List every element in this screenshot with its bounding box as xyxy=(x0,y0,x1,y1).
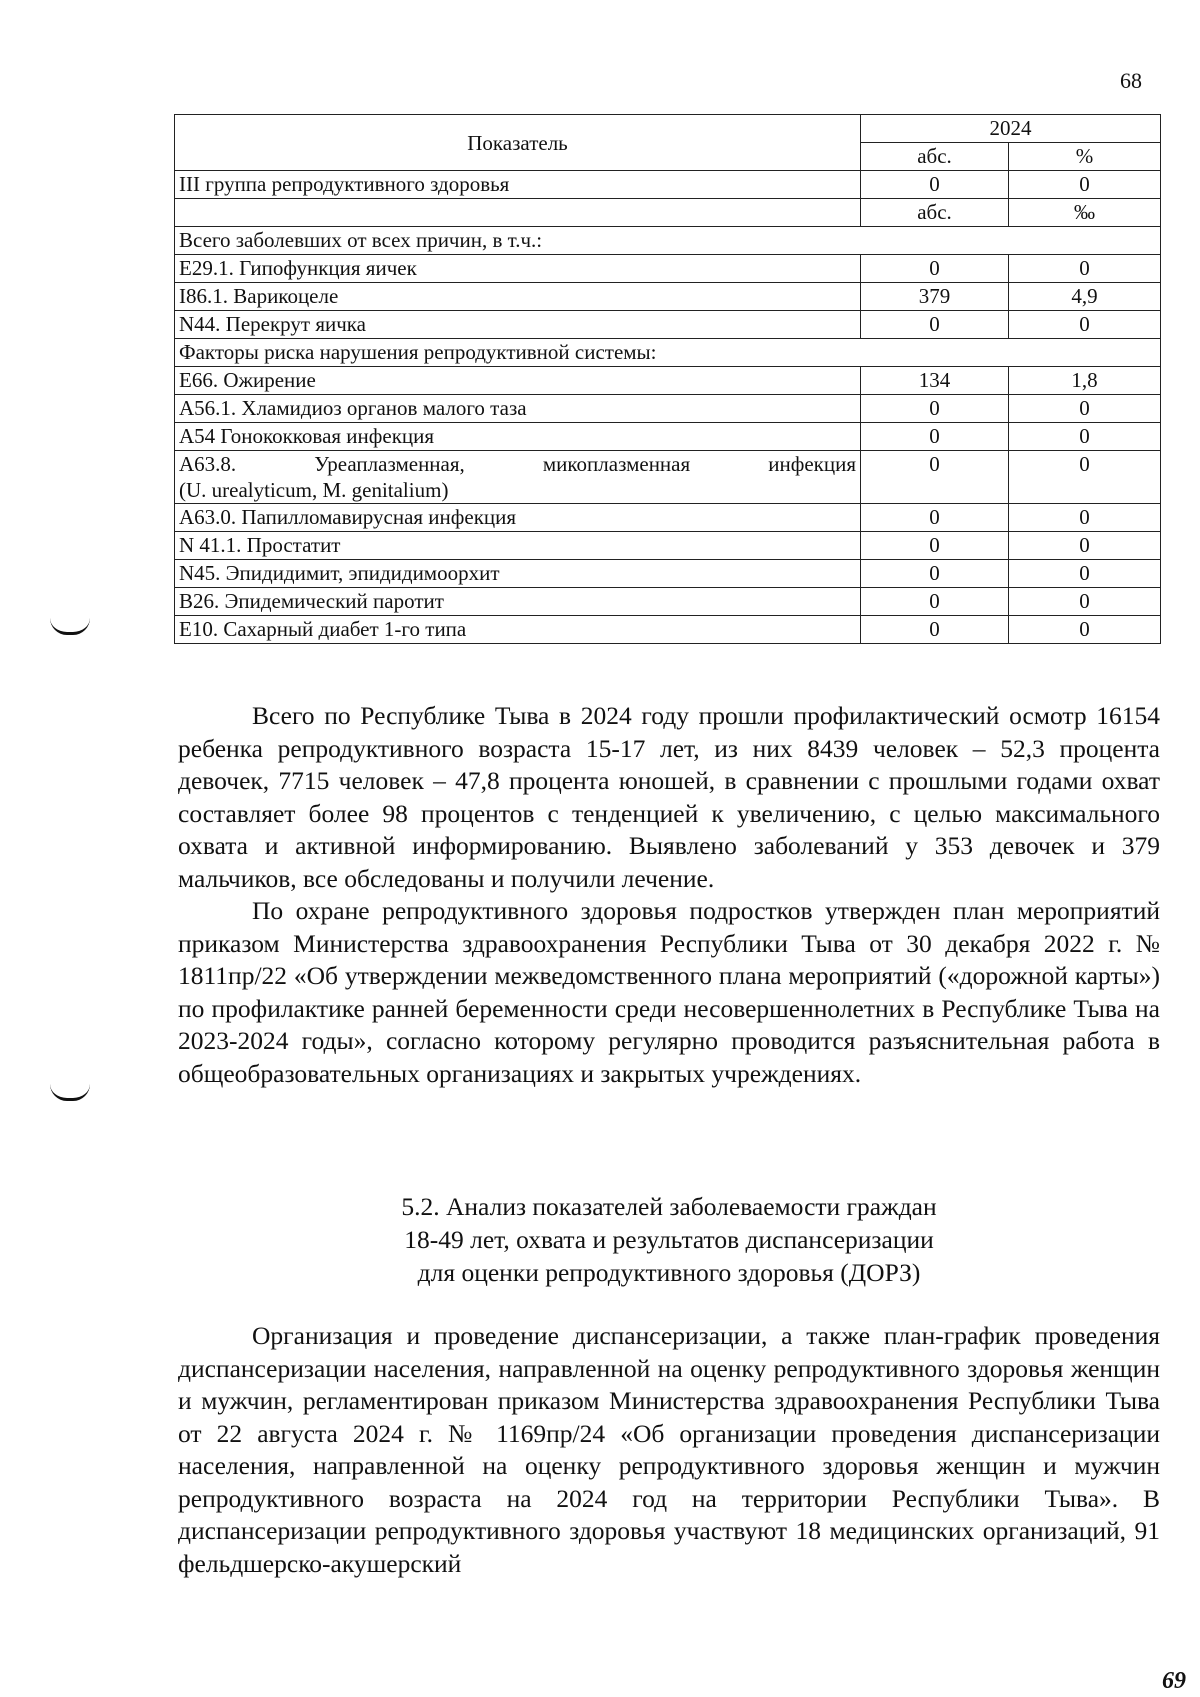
row-value: 0 xyxy=(1009,311,1161,339)
row-label: Е66. Ожирение xyxy=(175,367,861,395)
row-label: III группа репродуктивного здоровья xyxy=(175,171,861,199)
table-subheader-row xyxy=(175,199,1161,227)
row-label-empty xyxy=(175,199,861,227)
row-value: 0 xyxy=(1009,532,1161,560)
row-abs: 0 xyxy=(861,504,1009,532)
row-abs: 0 xyxy=(861,255,1009,283)
handwritten-page-mark: 69 xyxy=(1162,1668,1186,1694)
table-row xyxy=(175,171,1161,199)
row-value: 0 xyxy=(1009,451,1161,504)
row-abs: 0 xyxy=(861,311,1009,339)
row-abs: 0 xyxy=(861,451,1009,504)
table-row xyxy=(175,395,1161,423)
table-row xyxy=(175,532,1161,560)
paragraph: Организация и проведение диспансеризации, а также план-график проведения диспансеризации населения, направленной на оценку репродуктивного здоровья женщин и мужчин, регламентирован приказом Министерства здравоохранения Республики Тыва от 22 августа 2024 г. № 1169пр/24 «Об организации проведения диспансеризации населения, направленной на оценку репродуктивного здоровья женщин и мужчин репродуктивного возраста на 2024 год на территории Республики Тыва». В диспансеризации репродуктивного здоровья участвуют 18 медицинских организаций, 91 фельдшерско-акушерский xyxy=(178,1321,1160,1578)
table-row xyxy=(175,423,1161,451)
row-label: Е29.1. Гипофункция яичек xyxy=(175,255,861,283)
table-row xyxy=(175,367,1161,395)
row-label: N44. Перекрут яичка xyxy=(175,311,861,339)
scan-mark xyxy=(50,1084,90,1101)
row-value: 0 xyxy=(1009,255,1161,283)
page-number: 68 xyxy=(1120,68,1142,93)
row-label: А56.1. Хламидиоз органов малого таза xyxy=(175,395,861,423)
row-label-ureaplasma xyxy=(175,451,861,504)
row-value: 0 xyxy=(1009,504,1161,532)
table-header-row xyxy=(175,115,1161,143)
row-label: А54 Гонококковая инфекция xyxy=(175,423,861,451)
paragraph: Всего по Республике Тыва в 2024 году прошли профилактический осмотр 16154 ребенка репродуктивного возраста 15-17 лет, из них 8439 человек – 52,3 процента девочек, 7715 человек – 47,8 процента юношей, в сравнении с прошлыми годами охват составляет более 98 процентов с тенденцией к увеличению, с целью максимального охвата и активной информированию. Выявлено заболеваний у 353 девочек и 379 мальчиков, все обследованы и получили лечение. xyxy=(178,701,1160,893)
section-title-line: 18-49 лет, охвата и результатов диспансеризации xyxy=(404,1225,934,1254)
header-pct: % xyxy=(1009,143,1161,171)
subheader-abs: абс. xyxy=(861,199,1009,227)
table-row xyxy=(175,311,1161,339)
row-value: 0 xyxy=(1009,616,1161,644)
row-value: 0 xyxy=(1009,588,1161,616)
row-abs: 0 xyxy=(861,588,1009,616)
table-row xyxy=(175,504,1161,532)
row-label: Е10. Сахарный диабет 1-го типа xyxy=(175,616,861,644)
row-abs: 0 xyxy=(861,560,1009,588)
row-value: 0 xyxy=(1009,395,1161,423)
section-title-line: 5.2. Анализ показателей заболеваемости граждан xyxy=(401,1192,937,1221)
row-label: I86.1. Варикоцеле xyxy=(175,283,861,311)
row-abs: 0 xyxy=(861,395,1009,423)
row-value: 4,9 xyxy=(1009,283,1161,311)
row-pct: 0 xyxy=(1009,171,1161,199)
ureaplasma-line1: А63.8. Уреаплазменная, микоплазменная инфекция xyxy=(179,452,856,476)
scan-mark xyxy=(50,618,90,635)
risk-factors-label: Факторы риска нарушения репродуктивной системы: xyxy=(175,339,1161,367)
total-label: Всего заболевших от всех причин, в т.ч.: xyxy=(175,227,1161,255)
row-label: N 41.1. Простатит xyxy=(175,532,861,560)
header-indicator: Показатель xyxy=(175,115,861,171)
table-row xyxy=(175,560,1161,588)
ureaplasma-line2: (U. urealyticum, M. genitalium) xyxy=(179,478,449,502)
row-abs: 134 xyxy=(861,367,1009,395)
paragraph: По охране репродуктивного здоровья подростков утвержден план мероприятий приказом Министерства здравоохранения Республики Тыва от 30 декабря 2022 г. № 1811пр/22 «Об утверждении межведомственного плана мероприятий («дорожной карты») по профилактике ранней беременности среди несовершеннолетних в Республике Тыва на 2023-2024 годы», согласно которому регулярно проводится разъяснительная работа в общеобразовательных организациях и закрытых учреждениях. xyxy=(178,896,1160,1088)
table-row xyxy=(175,255,1161,283)
row-value: 0 xyxy=(1009,560,1161,588)
header-year: 2024 xyxy=(861,115,1161,143)
section-title-line: для оценки репродуктивного здоровья (ДОРЗ) xyxy=(417,1258,921,1287)
row-label: N45. Эпидидимит, эпидидимоорхит xyxy=(175,560,861,588)
body-text xyxy=(178,1320,1160,1580)
table-group-row xyxy=(175,227,1161,255)
reproductive-health-table xyxy=(174,114,1161,644)
table-group-row xyxy=(175,339,1161,367)
row-value: 0 xyxy=(1009,423,1161,451)
row-abs: 0 xyxy=(861,616,1009,644)
table-row xyxy=(175,451,1161,504)
row-abs: 379 xyxy=(861,283,1009,311)
table-row xyxy=(175,588,1161,616)
table-row xyxy=(175,616,1161,644)
body-text xyxy=(178,700,1160,1090)
table-row xyxy=(175,283,1161,311)
row-value: 1,8 xyxy=(1009,367,1161,395)
section-title xyxy=(178,1190,1160,1289)
row-label: А63.0. Папилломавирусная инфекция xyxy=(175,504,861,532)
row-abs: 0 xyxy=(861,423,1009,451)
row-abs: 0 xyxy=(861,171,1009,199)
row-abs: 0 xyxy=(861,532,1009,560)
header-abs: абс. xyxy=(861,143,1009,171)
subheader-permille: ‰ xyxy=(1009,199,1161,227)
row-label: В26. Эпидемический паротит xyxy=(175,588,861,616)
